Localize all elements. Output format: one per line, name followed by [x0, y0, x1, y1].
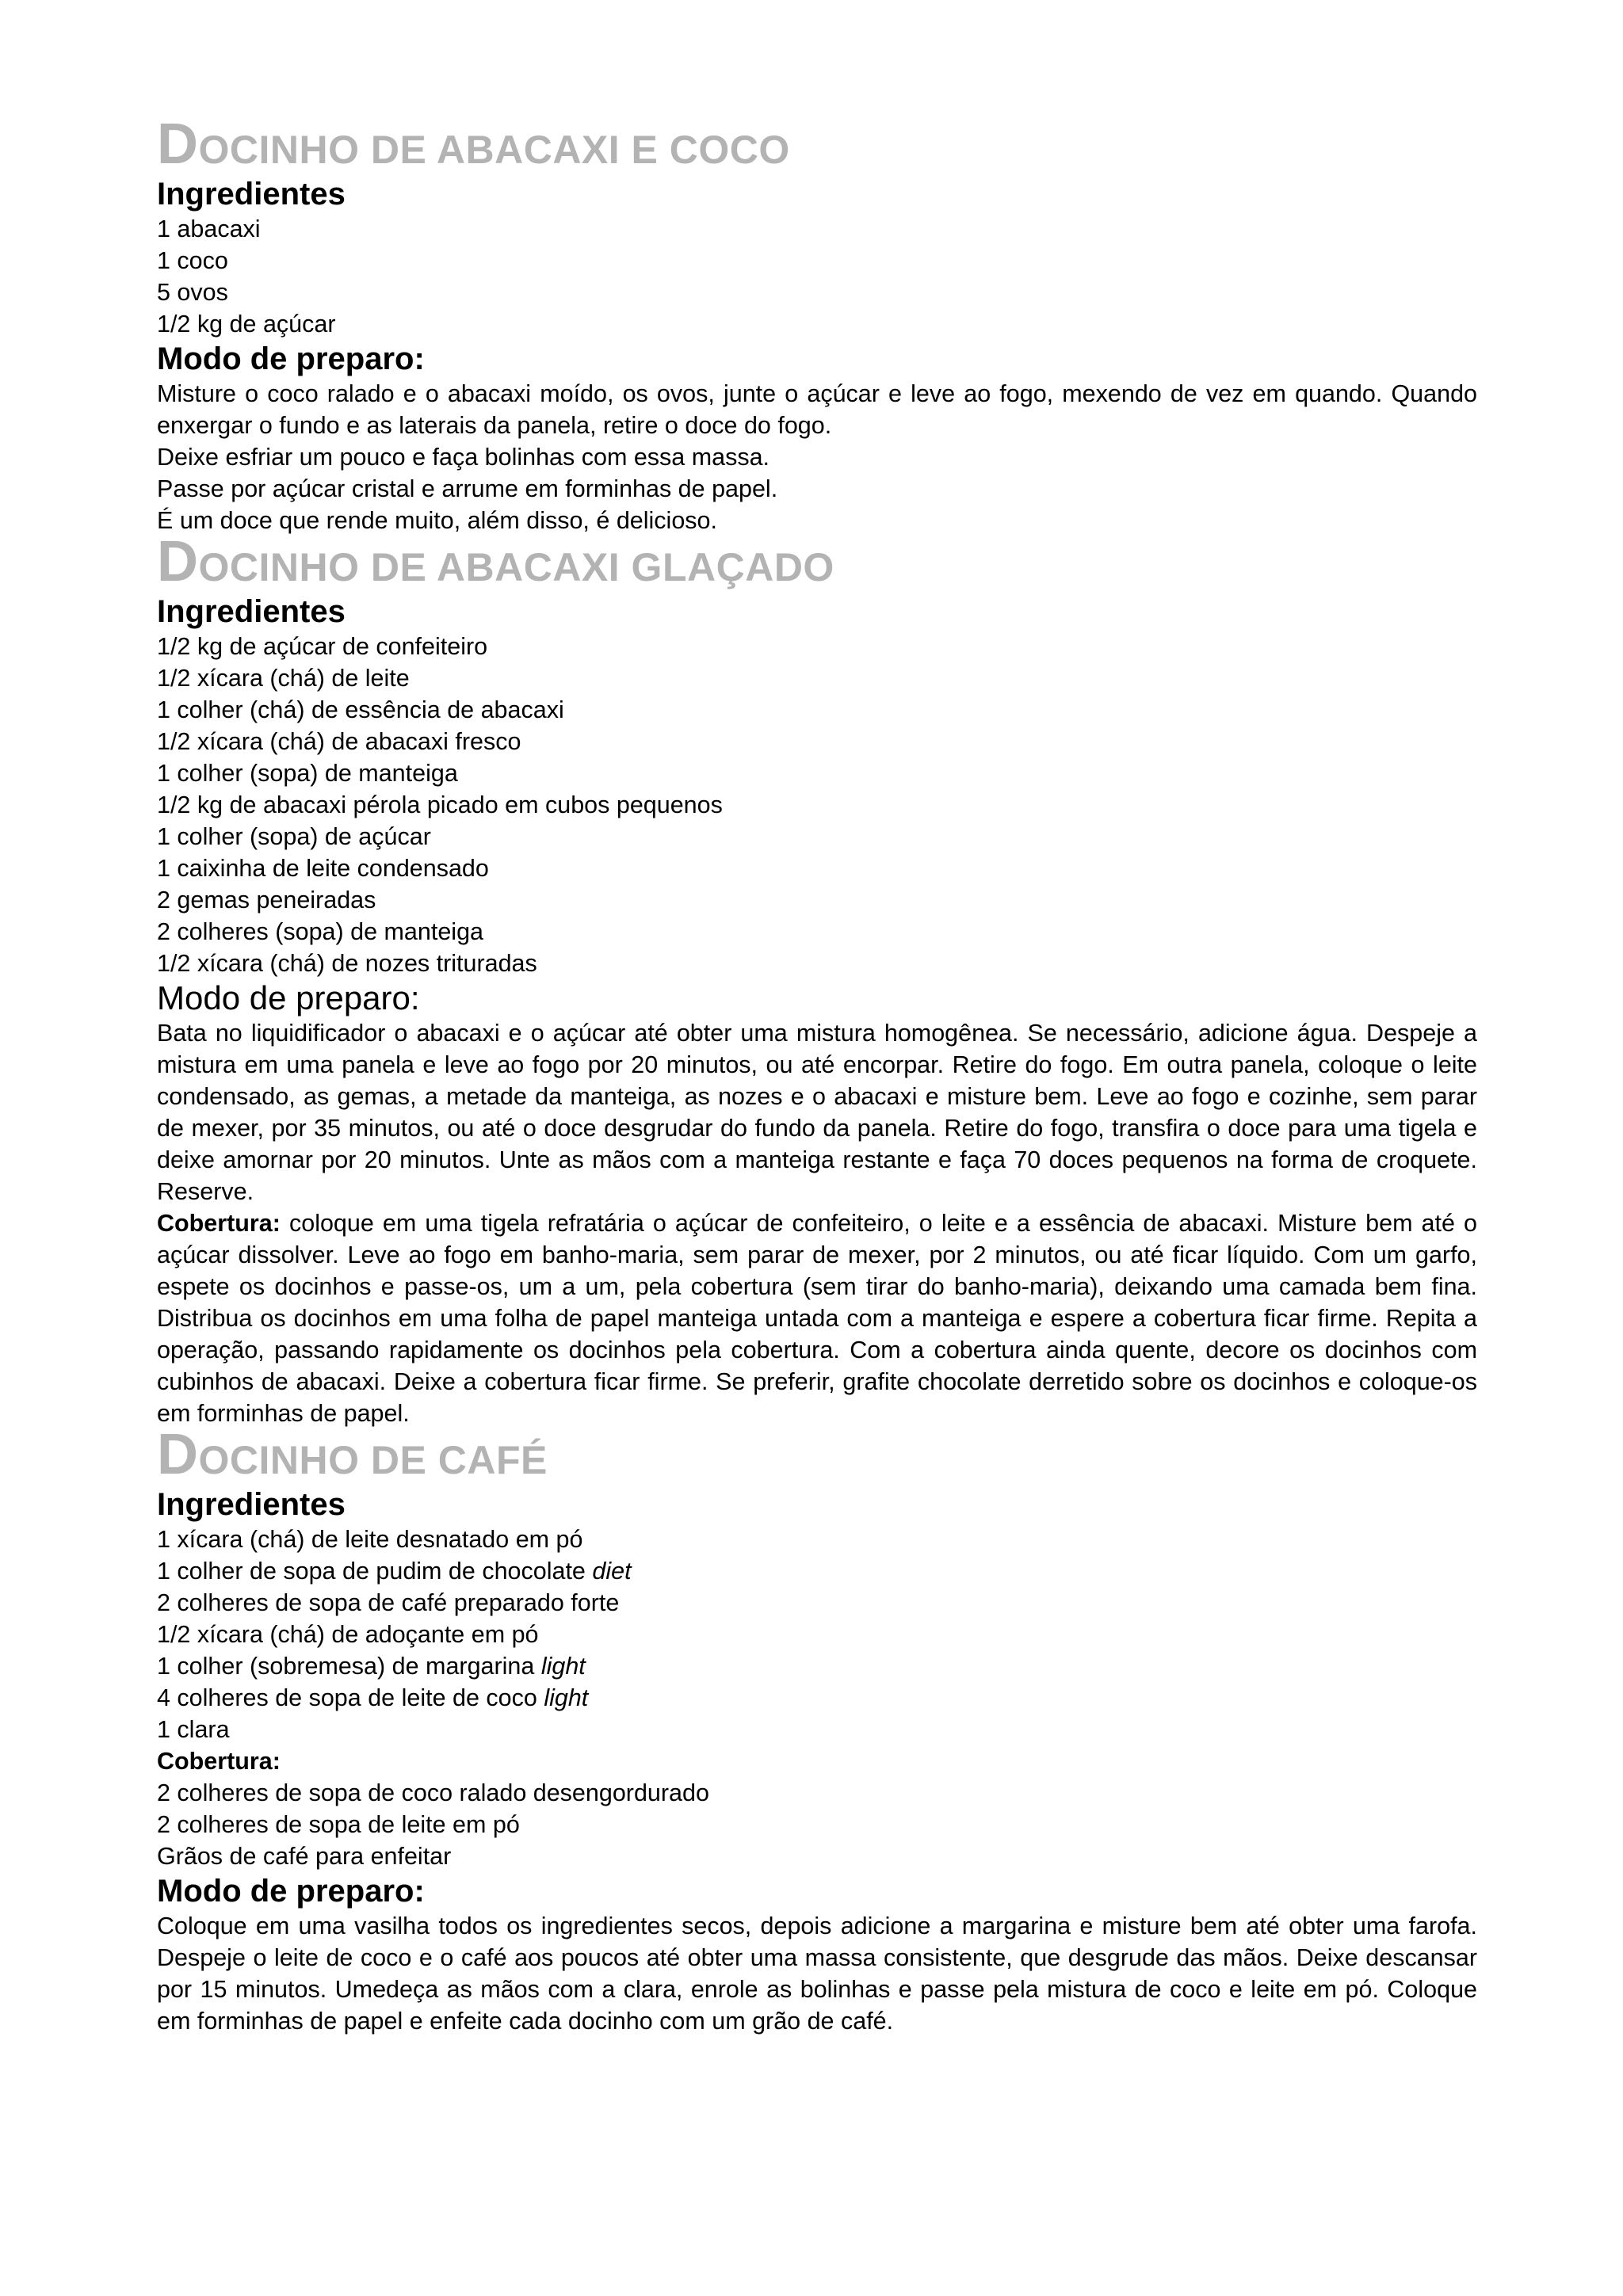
ingredient-item: 1 clara — [157, 1716, 230, 1743]
ingredient-item: 1/2 xícara (chá) de leite — [157, 665, 410, 692]
ingredient-item: 2 colheres de sopa de café preparado forte — [157, 1589, 620, 1616]
ingredient-item: 1 coco — [157, 247, 228, 274]
ingredient-item: 1 colher (sopa) de manteiga — [157, 760, 458, 787]
ingredient-item: 1 caixinha de leite condensado — [157, 855, 489, 882]
method-paragraph: Deixe esfriar um pouco e faça bolinhas com essa massa. — [157, 444, 770, 471]
ingredient-item: 1 xícara (chá) de leite desnatado em pó — [157, 1526, 583, 1553]
ingredient-item: 1/2 kg de abacaxi pérola picado em cubos pequenos — [157, 791, 723, 818]
ingredient-item: 1 colher (chá) de essência de abacaxi — [157, 696, 564, 723]
ingredient-item: 4 colheres de sopa de leite de coco light — [157, 1684, 589, 1711]
ingredient-item: 1/2 kg de açúcar de confeiteiro — [157, 633, 488, 660]
ingredient-item: 1 abacaxi — [157, 215, 261, 242]
ingredient-item: 1 colher (sopa) de açúcar — [157, 823, 431, 850]
ingredients-heading: Ingredientes — [157, 177, 346, 212]
method-paragraph: Passe por açúcar cristal e arrume em forminhas de papel. — [157, 475, 778, 502]
ingredient-item: 1 colher (sobremesa) de margarina light — [157, 1653, 586, 1680]
recipe-abacaxi-coco — [157, 113, 1477, 536]
ingredient-item: 1/2 xícara (chá) de abacaxi fresco — [157, 728, 521, 755]
ingredient-item: 1 colher de sopa de pudim de chocolate diet — [157, 1558, 632, 1585]
method-heading: Modo de preparo: — [157, 1874, 425, 1909]
recipe-title: DOCINHO DE ABACAXI GLAÇADO — [157, 530, 834, 593]
recipe-page — [157, 113, 1477, 2037]
cobertura-paragraph — [157, 1207, 1477, 1429]
method-paragraph: Misture o coco ralado e o abacaxi moído, os ovos, junte o açúcar e leve ao fogo, mexendo de vez em quando. Quando enxergar o fundo e as laterais da panela, retire o doce do fogo. — [157, 380, 1477, 439]
cobertura-item: 2 colheres de sopa de coco ralado desengordurado — [157, 1779, 709, 1806]
recipe-abacaxi-glacado — [157, 530, 1477, 1429]
method-heading: Modo de preparo: — [157, 979, 420, 1016]
method-paragraph: Coloque em uma vasilha todos os ingredientes secos, depois adicione a margarina e misture bem até obter uma farofa. Despeje o leite de coco e o café aos poucos até obter uma massa consistente, que desgrude das mãos. Deixe descansar por 15 minutos. Umedeça as mãos com a clara, enrole as bolinhas e passe pela mistura de coco e leite em pó. Coloque em forminhas de papel e enfeite cada docinho com um grão de café. — [157, 1913, 1477, 2035]
ingredient-item: 1/2 xícara (chá) de adoçante em pó — [157, 1621, 539, 1648]
cobertura-heading: Cobertura: — [157, 1748, 281, 1775]
ingredient-item: 2 gemas peneiradas — [157, 887, 376, 913]
ingredient-item: 5 ovos — [157, 279, 228, 306]
ingredients-heading: Ingredientes — [157, 594, 346, 629]
method-paragraph: É um doce que rende muito, além disso, é delicioso. — [157, 507, 717, 534]
recipe-cafe — [157, 1423, 1477, 2037]
cobertura-text: coloque em uma tigela refratária o açúcar de confeiteiro, o leite e a essência de abacaxi. Misture bem até o açúcar dissolver. Leve ao fogo em banho-maria, sem parar de mexer, por 2 minutos, ou até ficar líquido. Com um garfo, espete os docinhos e passe-os, um a um, pela cobertura (sem tirar do banho-maria), deixando uma camada bem fina. Distribua os docinhos em uma folha de papel manteiga untada com a manteiga e espere a cobertura ficar firme. Repita a operação, passando rapidamente os docinhos pela cobertura. Com a cobertura ainda quente, decore os docinhos com cubinhos de abacaxi. Deixe a cobertura ficar firme. Se preferir, grafite chocolate derretido sobre os docinhos e coloque-os em forminhas de papel. — [157, 1210, 1477, 1427]
cobertura-item: 2 colheres de sopa de leite em pó — [157, 1811, 520, 1838]
ingredient-item: 2 colheres (sopa) de manteiga — [157, 918, 483, 945]
ingredient-item: 1/2 kg de açúcar — [157, 311, 336, 338]
method-paragraph: Bata no liquidificador o abacaxi e o açúcar até obter uma mistura homogênea. Se necessário, adicione água. Despeje a mistura em uma panela e leve ao fogo por 20 minutos, ou até encorpar. Retire do fogo. Em outra panela, coloque o leite condensado, as gemas, a metade da manteiga, as nozes e o abacaxi e misture bem. Leve ao fogo e cozinhe, sem parar de mexer, por 35 minutos, ou até o doce desgrudar do fundo da panela. Retire do fogo, transfira o doce para uma tigela e deixe amornar por 20 minutos. Unte as mãos com a manteiga restante e faça 70 doces pequenos na forma de croquete. Reserve. — [157, 1020, 1477, 1205]
cobertura-item: Grãos de café para enfeitar — [157, 1843, 452, 1870]
recipe-title: DOCINHO DE CAFÉ — [157, 1423, 548, 1486]
method-heading: Modo de preparo: — [157, 341, 425, 376]
cobertura-label: Cobertura: — [157, 1210, 281, 1237]
recipe-title: DOCINHO DE ABACAXI E COCO — [157, 113, 790, 176]
ingredient-item: 1/2 xícara (chá) de nozes trituradas — [157, 950, 537, 977]
ingredients-heading: Ingredientes — [157, 1487, 346, 1522]
